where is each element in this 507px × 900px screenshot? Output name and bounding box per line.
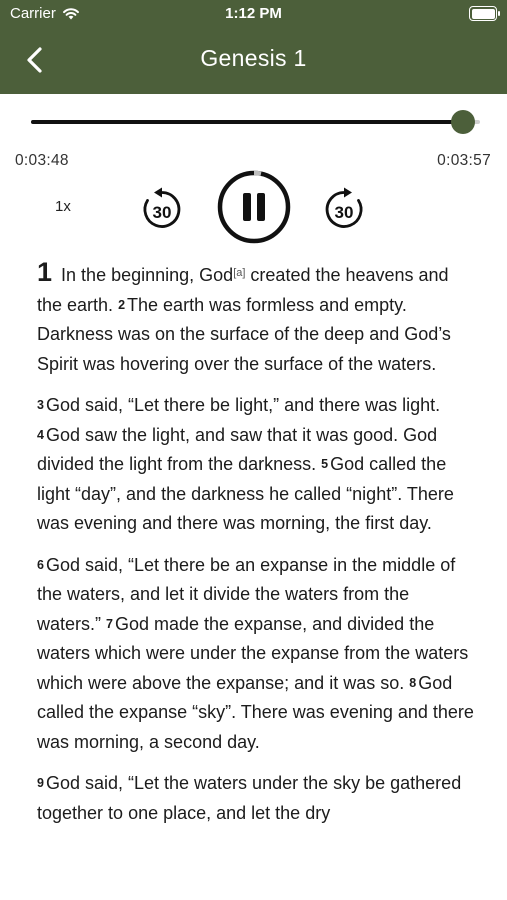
scripture-text: [37, 258, 477, 840]
navigation-bar: [0, 40, 507, 80]
verse-7-text: God made the expanse, and divided the waters which were under the expanse from the waters which were above the expanse; and it was so.: [37, 613, 469, 693]
progress-track[interactable]: [31, 120, 480, 124]
verse-number: 8: [409, 675, 417, 690]
verse-9-text: God said, “Let the waters under the sky be gathered together to one place, and let the dry: [37, 773, 462, 823]
app-header: [0, 0, 507, 94]
paragraph-4: [37, 769, 477, 828]
forward-seconds-label: 30: [334, 203, 354, 222]
chapter-number: 1: [37, 257, 53, 287]
paragraph-1: [37, 258, 477, 379]
pause-button[interactable]: [216, 169, 292, 245]
footnote-link[interactable]: [a]: [233, 267, 246, 279]
verse-4-text: God saw the light, and saw that it was good. God divided the light from the darkness.: [37, 424, 438, 474]
pause-icon: [243, 193, 265, 221]
playback-speed-button[interactable]: 1x: [55, 198, 71, 215]
verse-1-text-end: created the heavens and the earth.: [37, 265, 449, 315]
verse-number: 3: [37, 398, 44, 412]
progress-thumb[interactable]: [451, 110, 475, 134]
paragraph-3: [37, 551, 477, 758]
rewind-seconds-label: 30: [152, 203, 172, 222]
total-duration: 0:03:57: [437, 152, 491, 169]
verse-number: 5: [321, 457, 329, 471]
status-bar: [0, 0, 507, 28]
verse-3-text: God said, “Let there be light,” and there was light.: [45, 395, 441, 415]
verse-8-text: God called the expanse “sky”. There was evening and there was morning, a second day.: [37, 672, 474, 752]
verse-number: 4: [37, 427, 44, 442]
verse-2-text: The earth was formless and empty. Darkness was on the surface of the deep and God’s Spirit was hovering over the surface of the waters.: [37, 294, 451, 374]
verse-number: 7: [106, 616, 113, 631]
progress-fill: [31, 120, 463, 124]
page-title: Genesis 1: [200, 45, 307, 71]
verse-number: 6: [37, 557, 44, 572]
rewind-30-button[interactable]: [139, 186, 185, 232]
forward-30-button[interactable]: [321, 186, 367, 232]
paragraph-2: [37, 391, 477, 539]
status-time: 1:12 PM: [225, 5, 282, 22]
verse-5-text: God called the light “day”, and the darkness he called “night”. There was evening and there was morning, the first day.: [37, 454, 454, 533]
verse-number: 9: [37, 776, 44, 790]
verse-number: 2: [118, 297, 126, 312]
verse-6-text: God said, “Let there be an expanse in the middle of the waters, and let it divide the waters from the waters.”: [37, 554, 456, 634]
battery-icon: [469, 6, 497, 21]
verse-1-text: In the beginning, God: [61, 265, 234, 285]
carrier-label: Carrier: [10, 5, 56, 22]
elapsed-time: 0:03:48: [15, 152, 69, 169]
